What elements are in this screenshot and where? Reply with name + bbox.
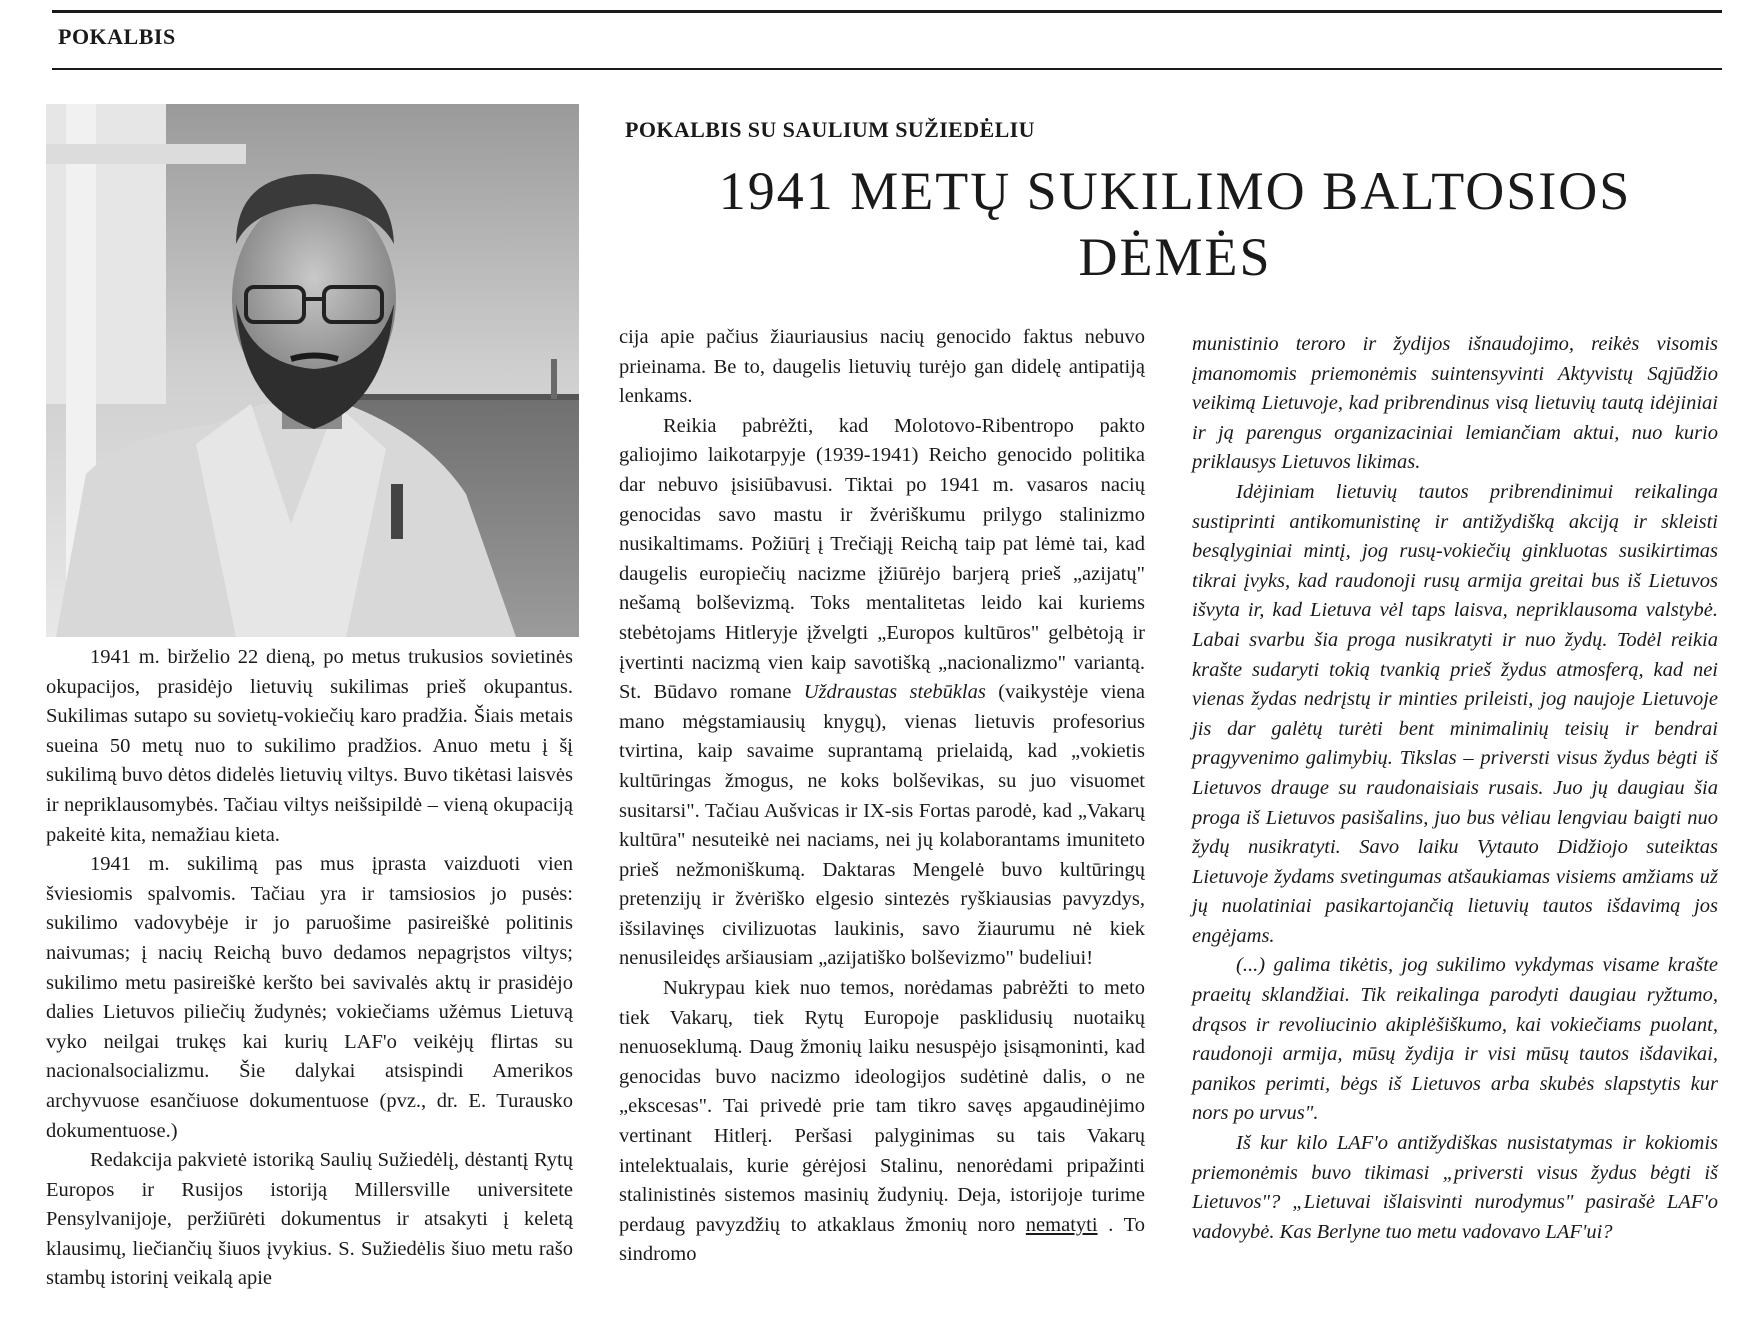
col2-paragraph-3 [619,974,1145,1270]
article-subtitle: POKALBIS SU SAULIUM SUŽIEDĖLIU [625,117,1035,142]
book-title: Uždraustas stebūklas [803,681,986,704]
column-3-quote [1192,330,1718,1247]
col2-paragraph-2-rest: (vaikystėje viena mano mėgstamiausių knygų), vienas lietuvis profesorius tvirtina, kaip savaime suprantamą prielaidą, kad „vokietis kultūringas žmogus, ne koks bolševikas, su juo visuomet susitarsi". Tačiau Aušvicas ir IX-sis Fortas parodė, kad „Vakarų kultūra" nesuteikė nei naciams, nei jų kolaborantams imuniteto prieš nežmoniškumą. Daktaras Mengelė buvo kultūringų pretenzijų ir žvėriško elgesio sintezės ryškiausias pavyzdys, išsilavinęs civilizuotas laukinis, savo žiaurumu nė kiek nenusileidęs aršiausiam „azijatiško bolševizmo" budeliui! [619,681,1146,970]
col3-paragraph-4: Iš kur kilo LAF'o antižydiškas nusistatymas ir kokiomis priemonėmis buvo tikimasi „priversti visus žydus bėgti iš Lietuvos"? „Lietuvai išlaisvinti nurodymus" pasirašė LAF'o vadovybė. Kas Berlyne tuo metu vadovavo LAF'ui? [1192,1132,1718,1243]
headline-line-1: 1941 METŲ SUKILIMO BALTOSIOS [718,161,1632,221]
col2-paragraph-1: cija apie pačius žiauriausius nacių genocido faktus nebuvo prieinama. Be to, daugelis lietuvių turėjo gan didelę antipatiją lenkams. [619,326,1145,408]
col3-paragraph-3: (...) galima tikėtis, jog sukilimo vykdymas visame krašte praeitų sklandžiai. Tik reikalinga parodyti daugiau ryžtumo, drąsos ir revoliucinio akiplėšiškumo, kai vokiečiams puolant, raudonoji armija, mūsų žydija ir visi mūsų tautos išdavikai, panikos perimti, bėgs iš Lietuvos arba skubės slapstytis kur nors po urvus". [1192,954,1718,1125]
section-label: POKALBIS [58,24,176,49]
article-headline [625,158,1725,290]
author-photo [46,104,579,637]
column-2 [619,323,1145,1270]
col2-paragraph-2-text: Reikia pabrėžti, kad Molotovo-Ribentropo pakto galiojimo laikotarpyje (1939-1941) Reicho genocido politika dar nebuvo įsisiūbavusi. Tiktai po 1941 m. vasaros nacių genocidas savo mastu ir žvėriškumu prilygo stalinizmo nusikaltimams. Požiūrį į Trečiąjį Reichą taip pat lėmė tai, kad daugelis europiečių nacizme įžiūrėjo barjerą prieš „azijatų" nešamą bolševizmą. Toks mentalitetas leido kai kuriems stebėtojams Hitleryje įžvelgti „Europos kultūros" gelbėtoją ir įvertinti nacizmą vien kaip savotišką „nacionalizmo" variantą. St. Būdavo romane [619,414,1145,704]
col2-paragraph-2 [619,412,1145,974]
headline-line-2: DĖMĖS [1078,227,1272,287]
col1-paragraph-3: Redakcija pakvietė istoriką Saulių Sužiedėlį, dėstantį Rytų Europos ir Rusijos istoriją Millersville universitete Pensylvanijoje, peržiūrėti dokumentus ir atsakyti į keletą klausimų, liečiančių šiuos įvykius. S. Sužiedėlis šiuo metu rašo stambų istorinį veikalą apie [46,1149,573,1290]
col2-paragraph-3-text: Nukrypau kiek nuo temos, norėdamas pabrėžti to meto tiek Vakarų, tiek Rytų Europoje pasklidusių nuotaikų nenuoseklumą. Daug žmonių laiku nesuspėjo įsisąmoninti, kad genocidas buvo nacizmo ideologijos sudėtinė dalis, o ne „ekscesas". Tai privedė prie tam tikro savęs apgaudinėjimo vertinant Hitlerį. Peršasi palyginimas su tais Vakarų intelektualais, kurie gėrėjosi Stalinu, nenorėdami pripažinti stalinistinės sistemos masinių žudynių. Deja, istorijoje turime perdaug pavyzdžių to atkaklaus žmonių noro [619,977,1145,1236]
col1-paragraph-2: 1941 m. sukilimą pas mus įprasta vaizduoti vien šviesiomis spalvomis. Tačiau yra ir tamsiosios jo pusės: sukilimo vadovybėje ir jo paruošime pasireiškė politinis naivumas; į nacių Reichą buvo dedamos nepagrįstos viltys; sukilimo metu pasireiškė keršto bei savivalės aktų ir prasidėjo dalies Lietuvos piliečių žudynės; vokiečiams užėmus Lietuvą vyko neilgai trukęs kai kurių LAF'o veikėjų flirtas su nacionalsocializmu. Šie dalykai atsispindi Amerikos archyvuose esančiuose dokumentuose (pvz., dr. E. Turausko dokumentuose.) [46,853,573,1142]
underlined-word: nematyti [1025,1213,1098,1236]
col3-paragraph-2: Idėjiniam lietuvių tautos pribrendinimui reikalinga sustiprinti antikomunistinę ir antižydišką akciją ir skleisti besąlyginiai mintį, jog rusų-vokiečių ginkluotas susikirtimas tikrai įvyks, kad raudonoji rusų armija greitai bus iš Lietuvos išvyta ir, kad Lietuva vėl taps laisva, nepriklausoma valstybė. Labai svarbu šia proga nusikratyti ir nuo žydų. Todėl reikia krašte sudaryti tokią tvankią prieš žydus atmosferą, kad nei vienas žydas nedrįstų ir minties prileisti, jog naujoje Lietuvoje jis dar galėtų turėti bent minimalinių teisių ir bendrai pragyvenimo galimybių. Tikslas – priversti visus žydus bėgti iš Lietuvos drauge su raudonaisiais rusais. Juo jų daugiau šia proga iš Lietuvos pasišalins, juo bus vėliau lengviau baigti nuo žydų nusikratyti. Savo laiku Vytauto Didžiojo suteiktas Lietuvoje žydams svetingumas atšaukiamas visiems amžiams už jų nuolatiniai pasikartojančią lietuvių tautos išdavimą jos engėjams. [1192,480,1718,947]
col2-paragraph-3-rest: . To sindromo [619,1213,1145,1266]
header-rule [52,68,1722,70]
col3-paragraph-1: munistinio teroro ir žydijos išnaudojimo, reikės visomis įmanomomis priemonėmis suintensyvinti Aktyvistų Sąjūdžio veikimą Lietuvoje, kad pribrendinus visą lietuvių tautą idėjiniai ir ją parengus organizaciniai lemiančiam aktui, nuo kurio priklausys Lietuvos likimas. [1192,333,1718,474]
column-1 [46,643,573,1294]
col1-paragraph-1: 1941 m. birželio 22 dieną, po metus trukusios sovietinės okupacijos, prasidėjo lietuvių sukilimas prieš okupantus. Sukilimas sutapo su sovietų-vokiečių karo pradžia. Šiais metais sueina 50 metų nuo to sukilimo pradžios. Anuo metu į šį sukilimą buvo dėtos didelės lietuvių viltys. Buvo tikėtasi laisvės ir nepriklausomybės. Tačiau viltys neišsipildė – vieną okupaciją pakeitė kita, nemažiau kieta. [46,646,573,846]
top-rule [52,10,1722,13]
